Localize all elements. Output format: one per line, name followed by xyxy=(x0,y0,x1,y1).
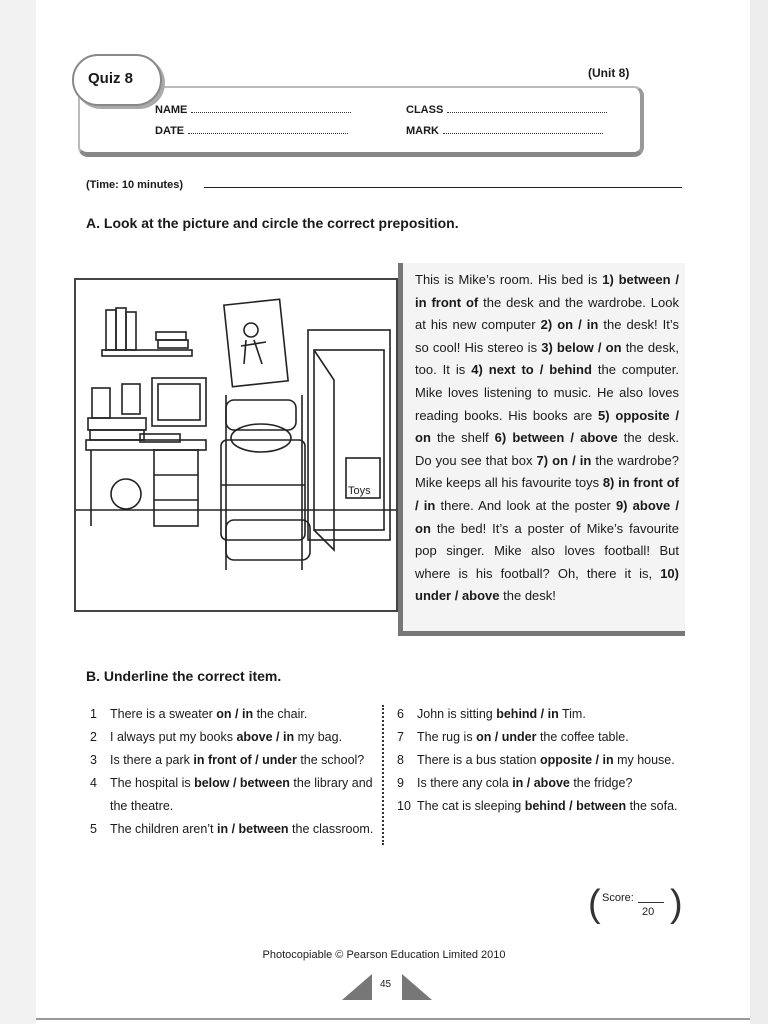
preposition-choice[interactable]: 3) below / on xyxy=(541,339,622,355)
desk-icon xyxy=(86,440,206,526)
exercise-item xyxy=(397,795,687,818)
date-line xyxy=(188,133,348,134)
answer-options[interactable]: behind / between xyxy=(524,799,627,813)
exercise-item xyxy=(90,726,376,749)
item-sentence xyxy=(110,749,364,772)
passage-run: the desk! xyxy=(499,588,556,604)
item-number: 2 xyxy=(90,730,97,744)
sentence-run: the coffee table. xyxy=(536,730,629,744)
item-number: 8 xyxy=(397,753,404,767)
sentence-run: the fridge? xyxy=(569,776,633,790)
passage-run: This is Mike’s room. His bed is xyxy=(415,272,603,287)
time-rule xyxy=(204,187,682,188)
sentence-run: The hospital is xyxy=(110,776,195,790)
preposition-choice[interactable]: 8) in front of / in xyxy=(415,475,679,513)
score-total: 20 xyxy=(642,906,655,918)
poster-icon xyxy=(224,299,288,386)
mark-field[interactable] xyxy=(406,125,603,137)
answer-options[interactable]: above / in xyxy=(236,730,295,744)
answer-options[interactable]: on / in xyxy=(216,707,254,721)
item-number: 4 xyxy=(90,776,97,790)
preposition-choice[interactable]: 7) on / in xyxy=(536,452,592,468)
sentence-run: my bag. xyxy=(294,730,343,744)
bottom-rule xyxy=(36,1018,750,1020)
exercise-item xyxy=(90,749,376,772)
sentence-run: The children aren’t xyxy=(110,822,218,836)
exercise-item xyxy=(397,726,687,749)
item-number: 5 xyxy=(90,822,97,836)
preposition-choice[interactable]: 2) on / in xyxy=(540,317,599,333)
item-number: 7 xyxy=(397,730,404,744)
mark-label: MARK xyxy=(406,125,439,137)
item-sentence xyxy=(110,726,342,749)
answer-options[interactable]: behind / in xyxy=(496,707,559,721)
sentence-run: Is there any cola xyxy=(417,776,513,790)
sentence-run: John is sitting xyxy=(417,707,497,721)
computer-icon xyxy=(140,378,206,442)
preposition-choice[interactable]: 4) next to / behind xyxy=(471,362,592,378)
bed-icon xyxy=(221,395,310,570)
score-paren-left: ( xyxy=(588,883,601,925)
page-right-edge xyxy=(750,0,768,1024)
answer-options[interactable]: in / between xyxy=(217,822,289,836)
item-sentence xyxy=(110,818,373,841)
item-sentence xyxy=(110,772,376,818)
item-number: 1 xyxy=(90,707,97,721)
football-icon xyxy=(111,479,141,509)
room-drawing xyxy=(76,280,396,610)
mark-line xyxy=(443,133,603,134)
passage-text xyxy=(403,263,685,614)
exercise-column-left xyxy=(90,703,376,841)
answer-options[interactable]: in / above xyxy=(512,776,570,790)
preposition-choice[interactable]: 9) above / on xyxy=(415,497,680,536)
name-label: NAME xyxy=(155,104,188,116)
sentence-run: I always put my books xyxy=(110,730,237,744)
preposition-choice[interactable]: 6) between / above xyxy=(494,430,618,446)
student-info-box xyxy=(78,86,644,157)
date-field[interactable] xyxy=(155,125,348,137)
sentence-run: the sofa. xyxy=(626,799,678,813)
preposition-choice[interactable]: 10) under / above xyxy=(415,565,679,604)
preposition-choice[interactable]: 1) between / in front of xyxy=(415,272,679,310)
preposition-choice[interactable]: 5) opposite / on xyxy=(415,407,680,446)
score-label: Score: xyxy=(602,892,634,904)
sentence-run: the library and the theatre. xyxy=(110,776,373,813)
item-number: 10 xyxy=(397,799,411,813)
passage-run: the computer. Mike loves listening to music. He also loves reading books. His books are xyxy=(415,362,679,423)
item-sentence xyxy=(417,703,586,726)
room-illustration xyxy=(74,278,398,612)
passage-run: the desk. Do you see that box xyxy=(415,430,679,468)
exercise-item xyxy=(397,749,687,772)
exercise-item xyxy=(397,703,687,726)
passage-run: the desk, too. It is xyxy=(415,339,679,378)
time-limit: (Time: 10 minutes) xyxy=(86,179,183,191)
class-field[interactable] xyxy=(406,104,607,116)
wardrobe-icon xyxy=(308,330,390,550)
bookshelf-icon xyxy=(102,308,192,356)
score-box xyxy=(588,883,683,928)
exercise-item xyxy=(90,818,376,841)
passage-run: the desk and the wardrobe. Look at his new computer xyxy=(415,294,679,333)
unit-label: (Unit 8) xyxy=(588,66,630,80)
class-label: CLASS xyxy=(406,104,444,116)
name-field[interactable] xyxy=(155,104,351,116)
passage-run: the shelf xyxy=(430,430,495,446)
sentence-run: There is a sweater xyxy=(110,707,217,721)
item-sentence xyxy=(417,795,678,818)
exercise-item xyxy=(90,703,376,726)
page-number: 45 xyxy=(380,979,392,990)
passage-run: the wardrobe? Mike keeps all his favourite toys xyxy=(415,452,679,491)
page-left-edge xyxy=(0,0,36,1024)
quiz-title: Quiz 8 xyxy=(88,70,134,87)
answer-options[interactable]: below / between xyxy=(194,776,290,790)
sentence-run: The rug is xyxy=(417,730,477,744)
exercise-item xyxy=(397,772,687,795)
sentence-run: my house. xyxy=(613,753,675,767)
item-sentence xyxy=(417,772,632,795)
class-line xyxy=(447,112,607,113)
answer-options[interactable]: in front of / under xyxy=(193,753,297,767)
section-b-title: B. Underline the correct item. xyxy=(86,668,282,684)
item-sentence xyxy=(417,749,675,772)
answer-options[interactable]: on / under xyxy=(476,730,537,744)
exercise-item xyxy=(90,772,376,818)
score-blank[interactable] xyxy=(638,902,664,903)
section-a-title: A. Look at the picture and circle the correct preposition. xyxy=(86,215,459,231)
sentence-run: Is there a park xyxy=(110,753,194,767)
item-number: 3 xyxy=(90,753,97,767)
column-divider xyxy=(382,705,384,845)
passage-run: there. And look at the poster xyxy=(435,497,616,513)
item-sentence xyxy=(110,703,307,726)
item-sentence xyxy=(417,726,629,749)
reading-passage xyxy=(398,263,685,636)
exercise-column-right xyxy=(397,703,687,818)
page-number-badge xyxy=(342,970,432,1000)
sentence-run: the school? xyxy=(296,753,365,767)
passage-run: the bed! It’s a poster of Mike’s favourite pop singer. Mike also loves football! But where is his football? Oh, there it is, xyxy=(415,520,679,581)
date-label: DATE xyxy=(155,125,185,137)
toys-box-label: Toys xyxy=(348,485,371,497)
sentence-run: the chair. xyxy=(253,707,308,721)
sentence-run: the classroom. xyxy=(288,822,374,836)
sentence-run: Tim. xyxy=(558,707,586,721)
copyright-footer: Photocopiable © Pearson Education Limited 2010 xyxy=(262,949,506,961)
score-paren-right: ) xyxy=(670,883,683,925)
sentence-run: The cat is sleeping xyxy=(417,799,525,813)
answer-options[interactable]: opposite / in xyxy=(539,753,614,767)
sentence-run: There is a bus station xyxy=(417,753,540,767)
stereo-icon xyxy=(88,384,146,440)
passage-run: the desk! It’s so cool! His stereo is xyxy=(415,317,679,355)
item-number: 6 xyxy=(397,707,404,721)
name-line xyxy=(191,112,351,113)
item-number: 9 xyxy=(397,776,404,790)
